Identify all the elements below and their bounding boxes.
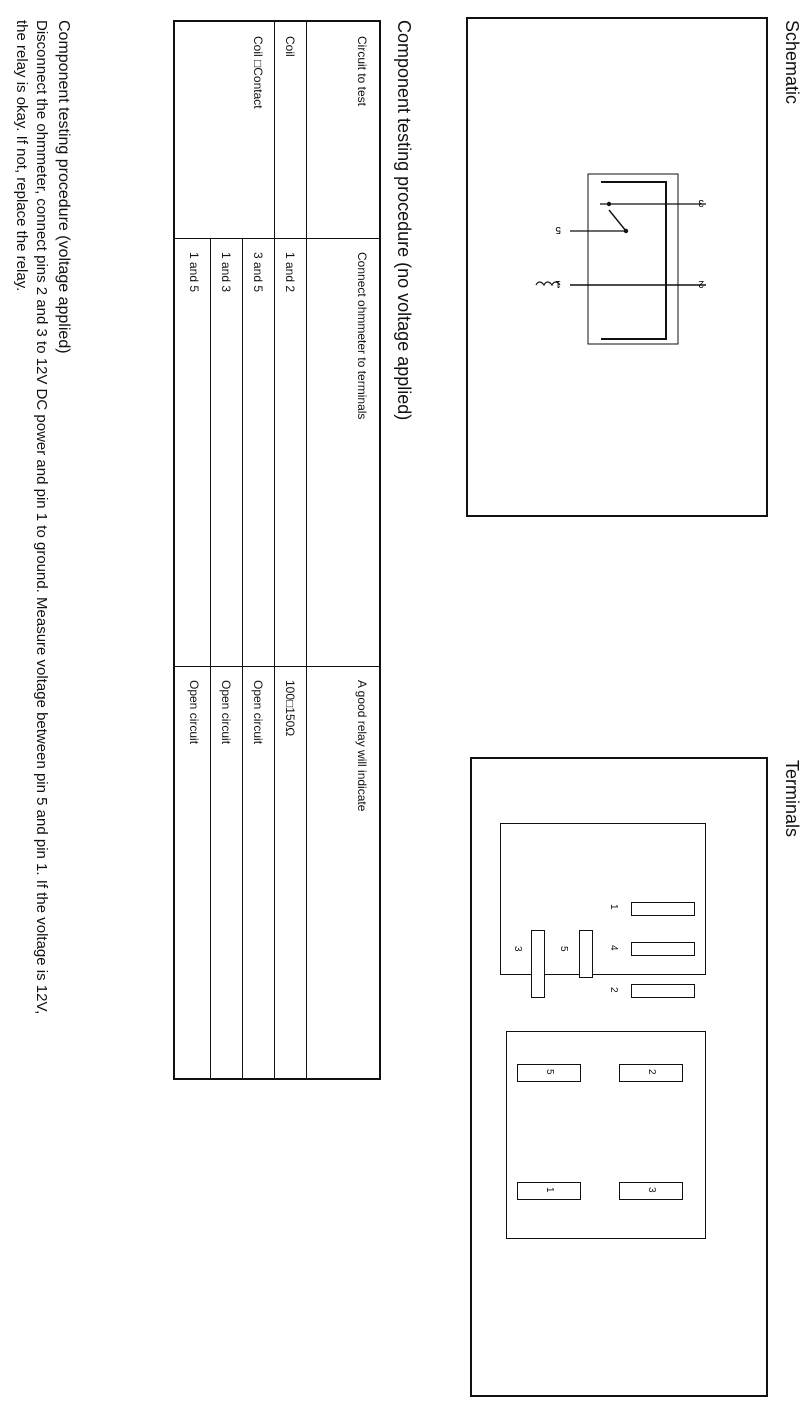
column-divider [175, 666, 379, 667]
relay-schematic-diagram [468, 19, 766, 515]
row1-circuit: Coil [283, 36, 297, 57]
pin-3-blade [531, 930, 545, 998]
voltage-applied-line-2: the relay is okay. If not, replace the relay. [13, 20, 30, 292]
schematic-bracket [601, 182, 666, 339]
pin-1-blade [631, 902, 695, 916]
no-voltage-title: Component testing procedure (no voltage applied) [394, 20, 414, 421]
bottom-pin-2-label: 2 [646, 1069, 657, 1075]
bottom-pin-1-label: 1 [544, 1187, 555, 1193]
header-circuit: Circuit to test [355, 36, 369, 107]
row4-terminals: 1 and 5 [187, 252, 201, 293]
header-terminals: Connect ohmmeter to terminals [355, 252, 369, 420]
relay-bottom-view [506, 1031, 706, 1239]
top-pin-1-label: 1 [608, 904, 619, 910]
column-divider [175, 238, 379, 239]
row2-circuit: Coil □Contact [251, 36, 265, 109]
row-divider [274, 22, 275, 1078]
relay-top-view [500, 823, 706, 993]
bottom-pin-5-label: 5 [544, 1069, 555, 1075]
schematic-pin-3-label: 3 [698, 197, 704, 208]
pin-5-blade [579, 930, 593, 978]
top-pin-2-label: 2 [608, 987, 619, 993]
top-pin-3-label: 3 [512, 946, 523, 952]
switch-arm [609, 210, 626, 231]
row1-indicate: 100□150Ω [283, 680, 297, 737]
schematic-pin-2-label: 2 [698, 278, 704, 289]
schematic-housing [588, 174, 678, 344]
pin-2-blade [631, 984, 695, 998]
switch-contact-dot [607, 202, 611, 206]
header-indicate: A good relay will indicate [355, 680, 369, 812]
header-divider [306, 22, 307, 1078]
switch-pivot-dot [624, 229, 628, 233]
top-pin-4-label: 4 [608, 945, 619, 951]
terminals-panel [470, 757, 768, 1397]
row3-indicate: Open circuit [219, 680, 233, 745]
ohmmeter-test-table [173, 20, 381, 1080]
schematic-title: Schematic [782, 20, 802, 105]
row2-terminals: 3 and 5 [251, 252, 265, 293]
row3-terminals: 1 and 3 [219, 252, 233, 293]
row1-terminals: 1 and 2 [283, 252, 297, 293]
terminals-title: Terminals [782, 760, 802, 838]
voltage-applied-title: Component testing procedure (voltage applied) [55, 20, 72, 354]
pin-4-blade [631, 942, 695, 956]
voltage-applied-line-1: Disconnect the ohmmeter, connect pins 2 and 3 to 12V DC power and pin 1 to ground. Measure voltage between pin 5 and pin 1. If the voltage is 12V, [33, 20, 50, 1015]
row-divider [242, 238, 243, 1078]
bottom-pin-3-label: 3 [646, 1187, 657, 1193]
row2-indicate: Open circuit [251, 680, 265, 745]
top-pin-5-label: 5 [558, 946, 569, 952]
schematic-panel [466, 17, 768, 517]
schematic-pin-5-label: 5 [555, 224, 561, 235]
schematic-pin-1-label: 1 [555, 278, 561, 289]
row4-indicate: Open circuit [187, 680, 201, 745]
row-divider [210, 238, 211, 1078]
